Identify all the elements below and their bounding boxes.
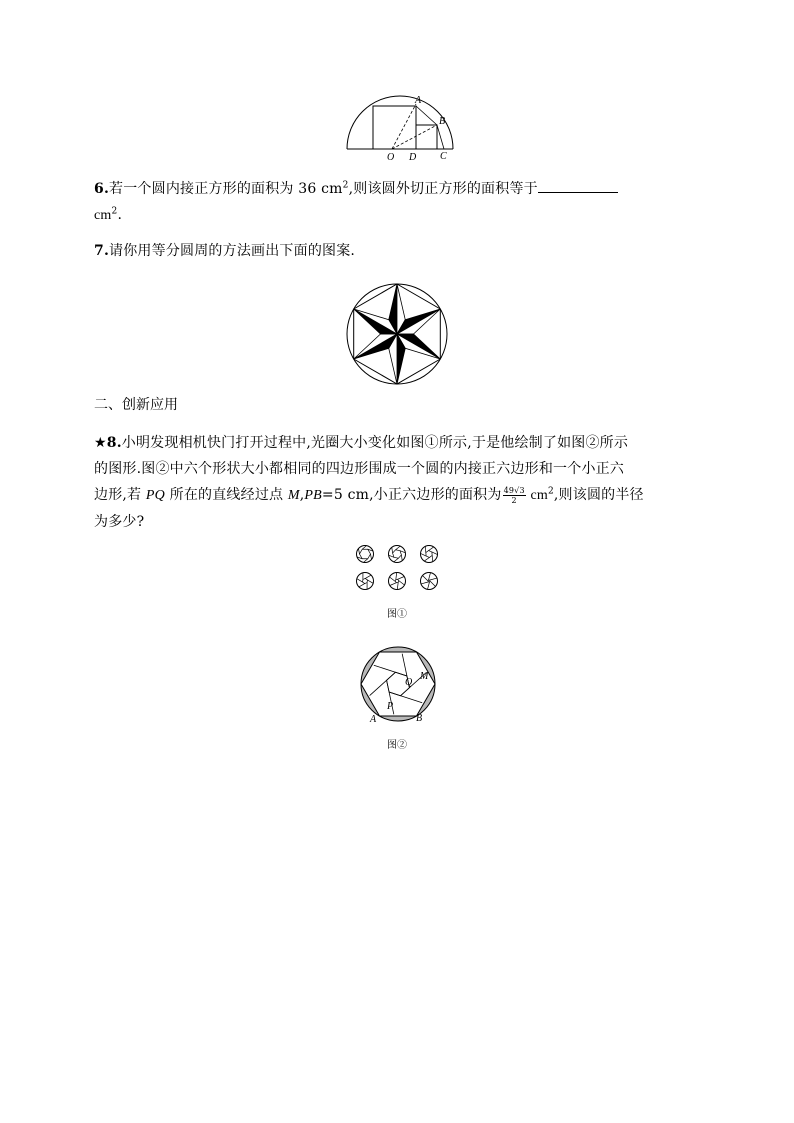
question-text: 若一个圆内接正方形的面积为 36 cm [109, 181, 343, 197]
label-b: B [416, 713, 423, 724]
label-d: D [409, 152, 417, 163]
aperture-icon [357, 546, 374, 563]
label-q: Q [405, 677, 413, 688]
section-title: 二、创新应用 [94, 397, 178, 413]
semicircle-square-figure [340, 92, 460, 164]
question-6: 6.若一个圆内接正方形的面积为 36 $cm^2$,则该圆外切正方形的面积等于 $cm^2$. [94, 176, 710, 229]
fraction: $\frac{49√3}{2}$ [503, 485, 525, 505]
aperture-icon [421, 546, 438, 563]
question-7 [94, 238, 710, 264]
label-b: B [439, 116, 446, 127]
label-a: A [415, 95, 422, 106]
label-o: O [387, 152, 395, 163]
figure-2-caption: 图② [387, 740, 407, 751]
label-p: P [387, 701, 394, 712]
aperture-diagram-figure [357, 645, 439, 727]
answer-blank[interactable] [538, 178, 618, 193]
question-8: ★8.小明发现相机快门打开过程中,光圈大小变化如图①所示,于是他绘制了如图②所示 的图形.图②中六个形状大小都相同的四边形围成一个圆的内接正六边形和一个小正六 边形,若 PQ 所在的直线经过点 M,PB=5 cm,小正六边形的面积为 $\frac{49√3}{2}$ $cm^2$,则该圆的半径 为多少? [94, 435, 644, 530]
question-number: 8. [106, 435, 122, 451]
star-icon: ★ [94, 435, 107, 451]
aperture-icon [389, 546, 406, 563]
label-c: C [440, 151, 447, 162]
question-number: 6. [94, 181, 110, 197]
aperture-icons-figure [355, 544, 439, 592]
question-text: 请你用等分圆周的方法画出下面的图案. [109, 243, 356, 259]
label-m: M [420, 671, 429, 682]
question-number: 7. [94, 243, 110, 259]
aperture-icon [389, 573, 406, 590]
aperture-icon [421, 573, 438, 590]
figure-1-caption: 图① [387, 609, 407, 620]
star-pattern-figure [345, 282, 449, 386]
label-a: A [370, 714, 377, 725]
